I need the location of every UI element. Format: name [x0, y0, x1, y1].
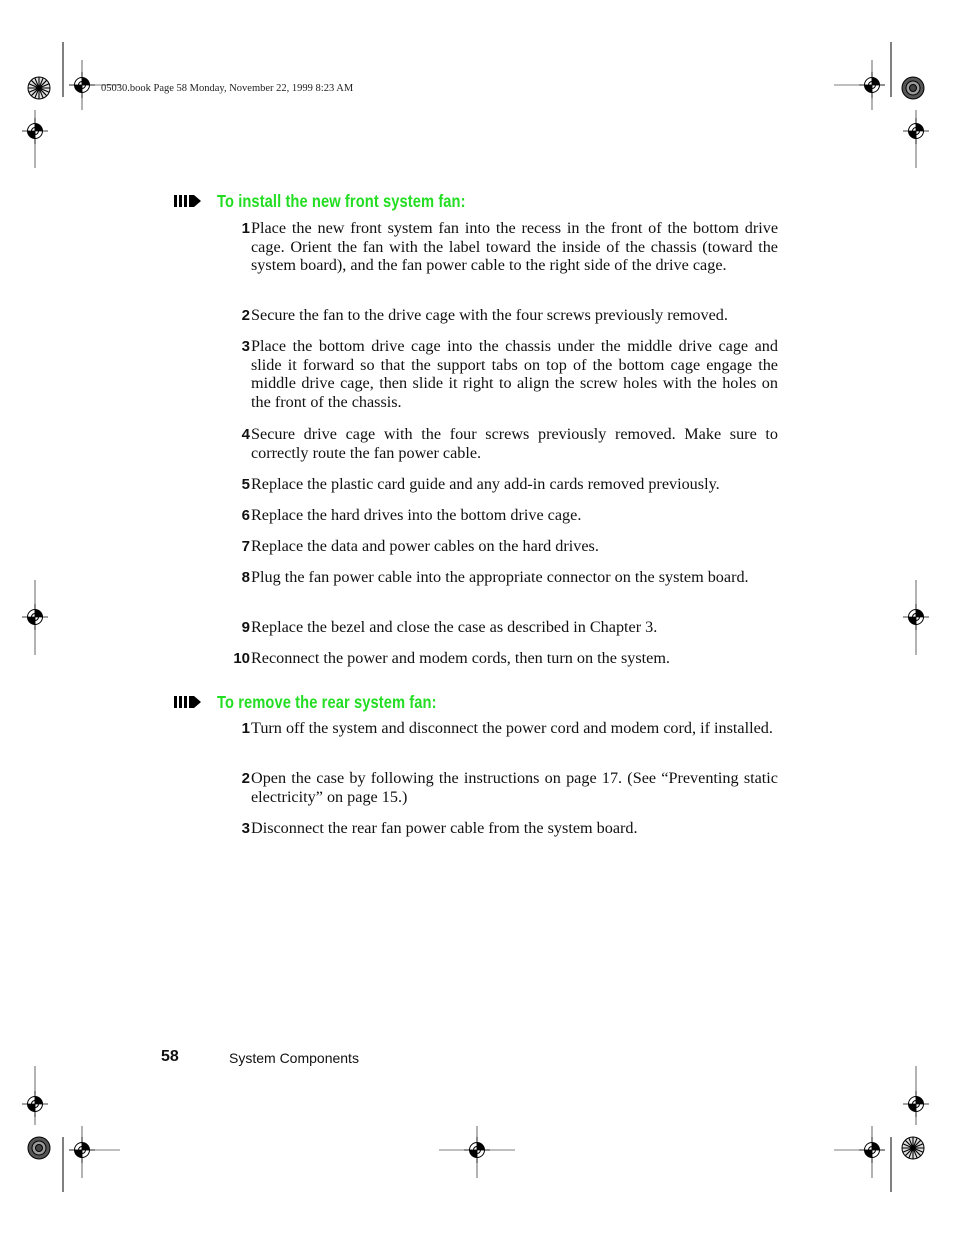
list-item [218, 618, 780, 637]
step-text: Open the case by following the instructions on page 17. (See “Preventing static electricity” on page 15.) [251, 769, 778, 806]
step-number: 7 [241, 538, 250, 555]
step-number: 6 [241, 507, 250, 524]
step-text: Place the new front system fan into the recess in the front of the bottom drive cage. Orient the fan with the label toward the inside of the chassis (toward the system board), and the fan power cable to the right side of the drive cage. [251, 219, 778, 275]
step-number: 4 [241, 426, 250, 443]
step-number: 8 [241, 569, 250, 586]
step-number: 3 [241, 820, 250, 837]
list-item [218, 337, 780, 412]
step-number: 3 [241, 338, 250, 355]
step-text: Replace the hard drives into the bottom drive cage. [251, 506, 582, 524]
list-item [218, 506, 780, 525]
step-text: Secure the fan to the drive cage with the four screws previously removed. [251, 306, 728, 324]
chapter-title: System Components [229, 1050, 359, 1066]
step-text: Disconnect the rear fan power cable from the system board. [251, 819, 638, 837]
step-number: 10 [233, 650, 250, 667]
section-heading-remove [174, 690, 478, 714]
step-text: Turn off the system and disconnect the power cord and modem cord, if installed. [251, 719, 773, 737]
step-number: 1 [241, 720, 250, 737]
procedure-title: To remove the rear system fan: [217, 691, 437, 712]
step-text: Plug the fan power cable into the appropriate connector on the system board. [251, 568, 749, 586]
step-text: Replace the data and power cables on the hard drives. [251, 537, 599, 555]
step-number: 5 [241, 476, 250, 493]
step-number: 2 [241, 307, 250, 324]
procedure-title: To install the new front system fan: [217, 190, 466, 211]
step-text: Reconnect the power and modem cords, then turn on the system. [251, 649, 670, 667]
step-text: Replace the plastic card guide and any add-in cards removed previously. [251, 475, 720, 493]
procedure-arrow-icon [174, 693, 204, 711]
list-item [218, 475, 780, 494]
step-number: 1 [241, 220, 250, 237]
step-number: 9 [241, 619, 250, 636]
list-item [218, 219, 780, 275]
page-number: 58 [161, 1048, 179, 1065]
procedure-arrow-icon [174, 192, 204, 210]
list-item [218, 649, 780, 668]
list-item [218, 306, 780, 325]
list-item [218, 769, 780, 806]
crop-header: 05030.book Page 58 Monday, November 22, 1999 8:23 AM [101, 83, 354, 94]
step-text: Replace the bezel and close the case as described in Chapter 3. [251, 618, 658, 636]
step-text: Place the bottom drive cage into the chassis under the middle drive cage and slide it forward so that the support tabs on top of the bottom cage engage the middle drive cage, then slide it right to align the screw holes with the holes on the front of the chassis. [251, 337, 778, 412]
list-item [218, 568, 780, 587]
list-item [218, 819, 780, 838]
step-number: 2 [241, 770, 250, 787]
list-item [218, 537, 780, 556]
step-text: Secure drive cage with the four screws previously removed. Make sure to correctly route the fan power cable. [251, 425, 778, 462]
list-item [218, 425, 780, 462]
section-heading-install [174, 189, 513, 213]
list-item [218, 719, 780, 738]
